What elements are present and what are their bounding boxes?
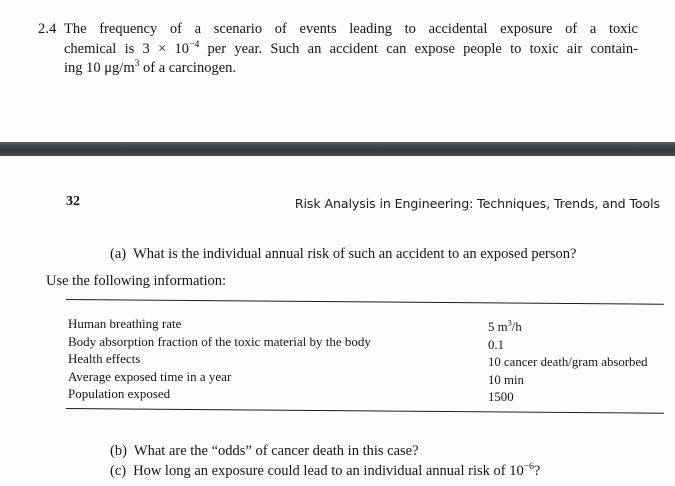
item-c-text: How long an exposure could lead to an individual annual risk of 10	[133, 462, 524, 479]
item-a-marker: (a)	[110, 246, 127, 262]
question-item-b	[110, 442, 540, 462]
value-text-suffix: /h	[511, 320, 522, 334]
value-text: 10 min	[488, 372, 524, 387]
question-items-bc	[110, 442, 540, 481]
table-row-value	[488, 389, 675, 407]
table-row-label: Health effects	[68, 351, 141, 367]
table-row-label: Body absorption fraction of the toxic material by the body	[68, 333, 371, 349]
page-number: 32	[66, 194, 80, 209]
table-row-label: Human breathing rate	[68, 316, 182, 331]
question-item-c	[110, 462, 540, 482]
item-b-marker: (b)	[110, 443, 127, 459]
table-row-value	[488, 372, 675, 390]
question-item-a	[110, 246, 576, 263]
value-text: 1500	[488, 390, 514, 405]
item-a-text: What is the individual annual risk of such an accident to an exposed person?	[133, 246, 577, 262]
table-value-column	[488, 319, 675, 407]
item-c-text-suffix: ?	[533, 462, 541, 479]
table-top-rule	[66, 299, 664, 305]
exponent-minus-four: −4	[189, 38, 200, 50]
table-row-value	[488, 319, 675, 337]
value-text: 10 cancer death/gram absorbed	[488, 355, 648, 370]
use-information-label: Use the following information:	[46, 273, 227, 289]
problem-line-2	[64, 40, 638, 60]
problem-line-3-prefix: ing 10 μg/m	[64, 60, 135, 76]
problem-2-4-block	[38, 20, 638, 79]
value-exponent: 3	[507, 317, 512, 328]
information-table	[66, 297, 664, 413]
problem-line-3	[64, 59, 638, 79]
problem-2-4-line	[38, 20, 638, 79]
value-text: 5 m	[488, 320, 508, 334]
table-row-value	[488, 354, 675, 372]
scan-artifact-band	[0, 142, 675, 156]
item-c-marker: (c)	[110, 462, 127, 479]
problem-line-2-suffix: per year. Such an accident can expose people to toxic air contain-	[199, 40, 638, 57]
problem-line-2-prefix: chemical is 3 × 10	[64, 40, 190, 57]
running-head	[0, 194, 675, 216]
problem-line-1: The frequency of a scenario of events leading to accidental exposure of a toxic	[64, 21, 638, 37]
book-title: Risk Analysis in Engineering: Techniques, Trends, and Tools	[294, 196, 660, 211]
item-b-text: What are the “odds” of cancer death in this case?	[133, 443, 419, 459]
problem-line-3-suffix: of a carcinogen.	[139, 60, 237, 76]
value-text: 0.1	[488, 337, 504, 352]
table-label-column	[68, 315, 488, 403]
table-row-label: Population exposed	[68, 386, 171, 402]
problem-body-text	[64, 20, 638, 79]
table-bottom-rule	[66, 408, 664, 414]
exponent-cubed: 3	[134, 58, 140, 70]
table-row-label: Average exposed time in a year	[68, 368, 232, 384]
table-row-value	[488, 337, 675, 355]
problem-number: 2.4	[38, 21, 57, 37]
exponent-minus-six: −6	[523, 460, 534, 472]
